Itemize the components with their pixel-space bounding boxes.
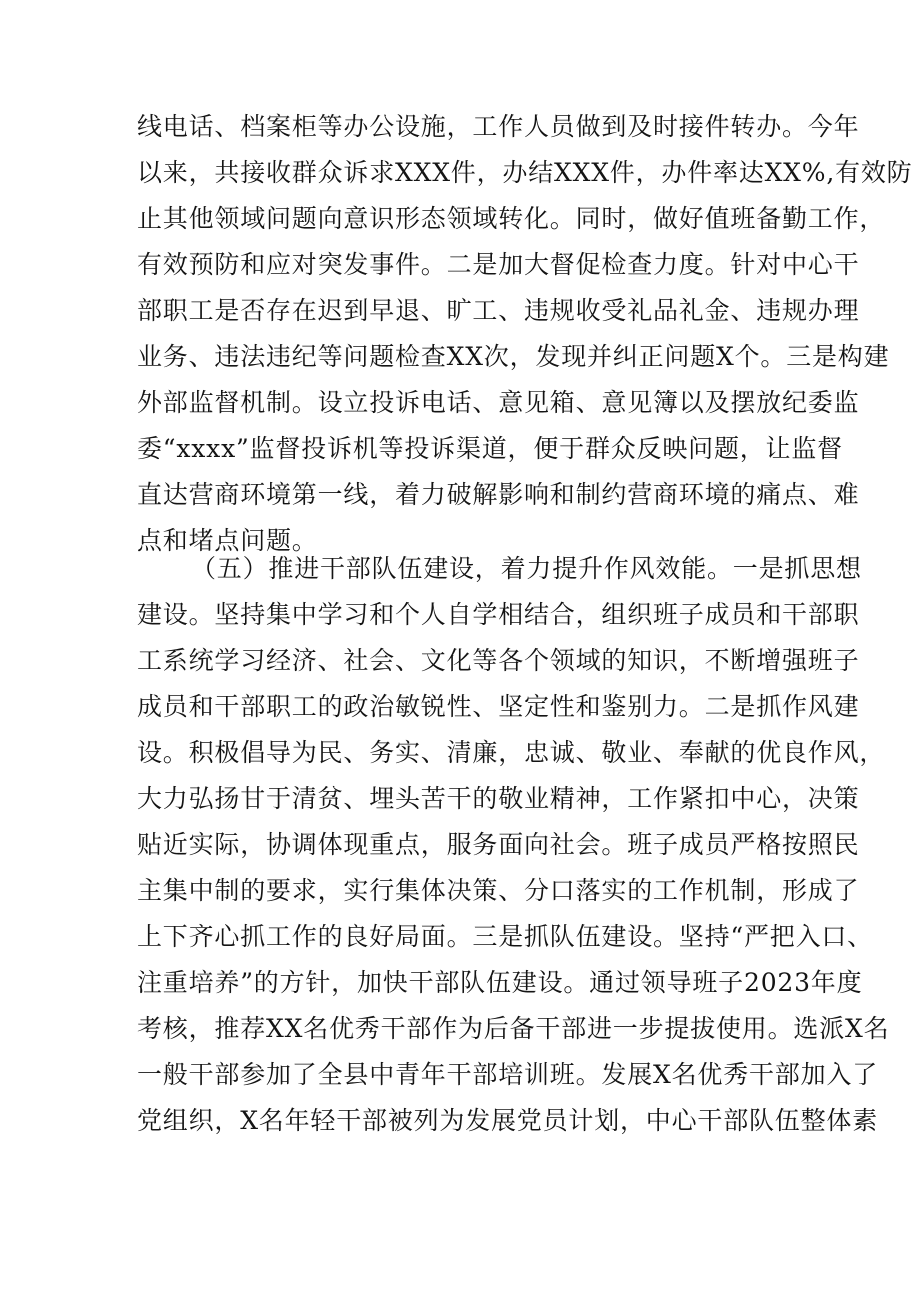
paragraph-2-line: 一般干部参加了全县中青年干部培训班。发展X名优秀干部加入了 bbox=[137, 1060, 879, 1089]
paragraph-2-line: 考核，推荐XX名优秀干部作为后备干部进一步提拔使用。选派X名 bbox=[137, 1014, 890, 1043]
paragraph-1-line: 部职工是否存在迟到早退、旷工、违规收受礼品礼金、违规办理 bbox=[137, 296, 860, 325]
paragraph-2-line: 注重培养”的方针，加快干部队伍建设。通过领导班子2023年度 bbox=[137, 968, 863, 997]
paragraph-2-line: 主集中制的要求，实行集体决策、分口落实的工作机制，形成了 bbox=[137, 876, 860, 905]
paragraph-2 bbox=[137, 546, 890, 1144]
paragraph-1 bbox=[137, 104, 913, 564]
paragraph-2-line: 大力弘扬甘于清贫、埋头苦干的敬业精神，工作紧扣中心，决策 bbox=[137, 784, 860, 813]
paragraph-1-line: 外部监督机制。设立投诉电话、意见箱、意见簿以及摆放纪委监 bbox=[137, 388, 860, 417]
paragraph-1-line: 止其他领域问题向意识形态领域转化。同时，做好值班备勤工作， bbox=[137, 204, 886, 233]
paragraph-1-line: 委“xxxx”监督投诉机等投诉渠道，便于群众反映问题，让监督 bbox=[137, 434, 843, 463]
paragraph-1-line: 线电话、档案柜等办公设施，工作人员做到及时接件转办。今年 bbox=[137, 112, 860, 141]
paragraph-2-line: 上下齐心抓工作的良好局面。三是抓队伍建设。坚持“严把入口、 bbox=[137, 922, 873, 951]
paragraph-1-line: 点和堵点问题。 bbox=[137, 526, 318, 555]
paragraph-2-line: 党组织，X名年轻干部被列为发展党员计划，中心干部队伍整体素 bbox=[137, 1106, 879, 1135]
paragraph-1-line: 有效预防和应对突发事件。二是加大督促检查力度。针对中心干 bbox=[137, 250, 860, 279]
paragraph-2-line: 贴近实际，协调体现重点，服务面向社会。班子成员严格按照民 bbox=[137, 830, 860, 859]
paragraph-1-line: 直达营商环境第一线，着力破解影响和制约营商环境的痛点、难 bbox=[137, 480, 860, 509]
paragraph-2-line: 设。积极倡导为民、务实、清廉，忠诚、敬业、奉献的优良作风， bbox=[137, 738, 886, 767]
paragraph-2-line: 成员和干部职工的政治敏锐性、坚定性和鉴别力。二是抓作风建 bbox=[137, 692, 860, 721]
paragraph-1-line: 以来，共接收群众诉求XXX件，办结XXX件，办件率达XX%,有效防 bbox=[137, 158, 913, 187]
paragraph-2-line: 工系统学习经济、社会、文化等各个领域的知识，不断增强班子 bbox=[137, 646, 860, 675]
paragraph-2-line: 建设。坚持集中学习和个人自学相结合，组织班子成员和干部职 bbox=[137, 600, 860, 629]
paragraph-2-heading-line: （五）推进干部队伍建设，着力提升作风效能。一是抓思想 bbox=[191, 554, 862, 583]
paragraph-1-line: 业务、违法违纪等问题检查XX次，发现并纠正问题X个。三是构建 bbox=[137, 342, 890, 371]
